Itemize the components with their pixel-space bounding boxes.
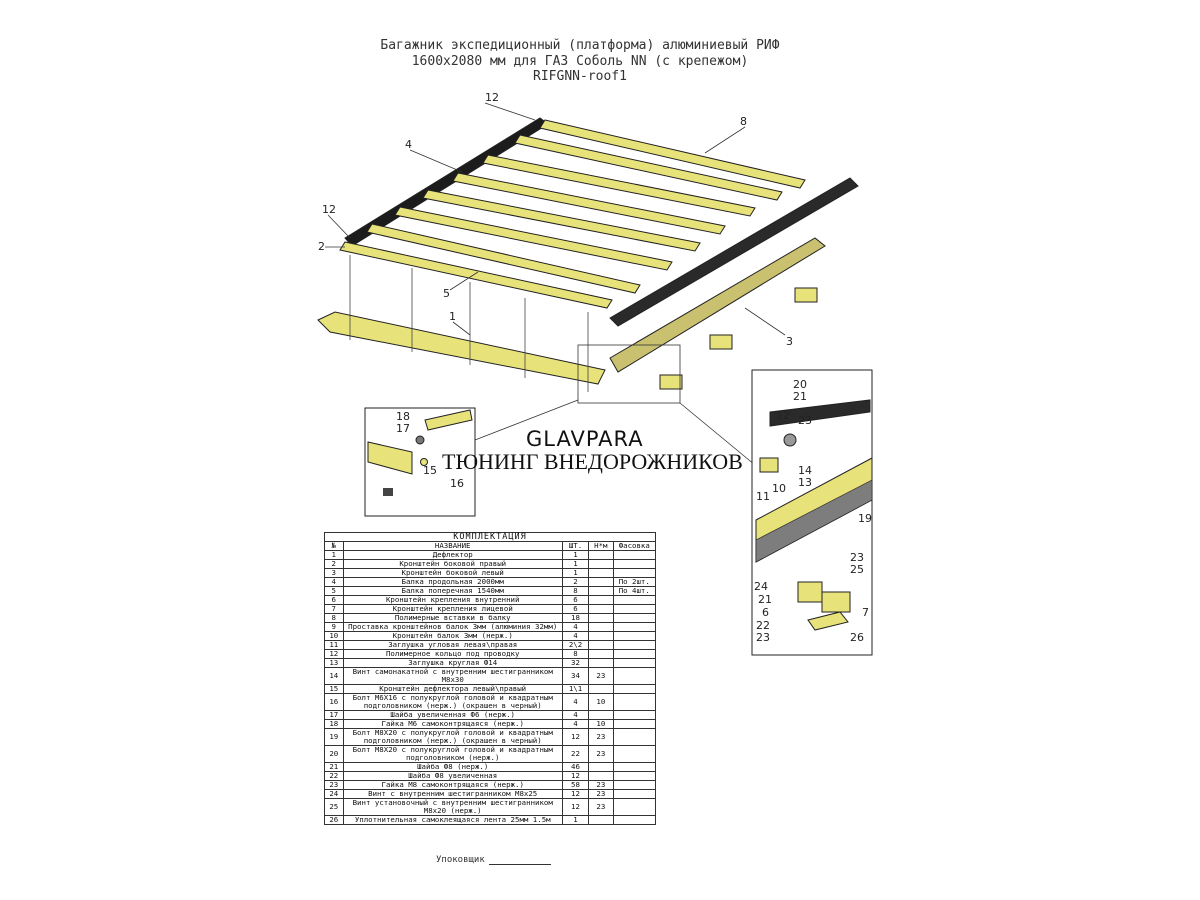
cell-qty: 1 bbox=[562, 551, 588, 560]
cell-qty: 18 bbox=[562, 614, 588, 623]
cell-qty: 4 bbox=[562, 711, 588, 720]
cell-qty: 34 bbox=[562, 668, 588, 685]
callout-12-top: 12 bbox=[485, 91, 499, 104]
cell-torque bbox=[589, 685, 613, 694]
cell-torque bbox=[589, 596, 613, 605]
cell-num: 1 bbox=[325, 551, 344, 560]
cell-name: Кронштейн боковой правый bbox=[343, 560, 562, 569]
cell-qty: 4 bbox=[562, 694, 588, 711]
cell-pack bbox=[613, 746, 655, 763]
cell-num: 15 bbox=[325, 685, 344, 694]
table-caption: КОМПЛЕКТАЦИЯ bbox=[325, 533, 656, 542]
cell-qty: 8 bbox=[562, 650, 588, 659]
cell-num: 9 bbox=[325, 623, 344, 632]
cell-qty: 6 bbox=[562, 605, 588, 614]
cell-name: Шайба Ф8 (нерж.) bbox=[343, 763, 562, 772]
cell-num: 26 bbox=[325, 816, 344, 825]
table-row bbox=[325, 816, 656, 825]
cell-pack: По 4шт. bbox=[613, 587, 655, 596]
cell-num: 12 bbox=[325, 650, 344, 659]
cell-name: Шайба Ф8 увеличенная bbox=[343, 772, 562, 781]
cell-qty: 2\2 bbox=[562, 641, 588, 650]
callout-5: 5 bbox=[443, 287, 450, 300]
cell-num: 3 bbox=[325, 569, 344, 578]
cell-name: Гайка М6 самоконтрящаяся (нерж.) bbox=[343, 720, 562, 729]
cell-name: Кронштейн крепления внутренний bbox=[343, 596, 562, 605]
cell-qty: 32 bbox=[562, 659, 588, 668]
col-qty: ШТ. bbox=[562, 542, 588, 551]
roof-rack-assembly bbox=[318, 118, 858, 392]
cell-pack bbox=[613, 711, 655, 720]
detail-callout-21a: 21 bbox=[793, 390, 807, 403]
cell-pack bbox=[613, 560, 655, 569]
detail-callout-14: 14 bbox=[798, 464, 812, 477]
detail-callout-11: 11 bbox=[756, 490, 770, 503]
cell-torque bbox=[589, 578, 613, 587]
detail-callout-13: 13 bbox=[798, 476, 812, 489]
detail-callout-19: 19 bbox=[858, 512, 872, 525]
cell-pack bbox=[613, 790, 655, 799]
col-name: НАЗВАНИЕ bbox=[343, 542, 562, 551]
cell-pack bbox=[613, 720, 655, 729]
cell-pack bbox=[613, 685, 655, 694]
table-row bbox=[325, 668, 656, 685]
cell-qty: 12 bbox=[562, 790, 588, 799]
cell-torque bbox=[589, 763, 613, 772]
detail-callout-7: 7 bbox=[862, 606, 869, 619]
table-row bbox=[325, 746, 656, 763]
title-line-1: Багажник экспедиционный (платформа) алюминиевый РИФ bbox=[380, 38, 780, 53]
cell-num: 8 bbox=[325, 614, 344, 623]
detail-callout-26: 26 bbox=[850, 631, 864, 644]
cell-num: 20 bbox=[325, 746, 344, 763]
cell-name: Кронштейн боковой левый bbox=[343, 569, 562, 578]
cell-torque: 10 bbox=[589, 694, 613, 711]
callout-2: 2 bbox=[318, 240, 325, 253]
detail-callout-6: 6 bbox=[762, 606, 769, 619]
detail-callout-25: 25 bbox=[850, 563, 864, 576]
detail-callout-21b: 21 bbox=[758, 593, 772, 606]
detail-callout-23b: 23 bbox=[850, 551, 864, 564]
detail-callout-15: 15 bbox=[423, 464, 437, 477]
packer-label: Упоковщик bbox=[436, 855, 485, 865]
cell-name: Кронштейн дефлектора левый\правый bbox=[343, 685, 562, 694]
cell-num: 18 bbox=[325, 720, 344, 729]
cell-num: 17 bbox=[325, 711, 344, 720]
table-row bbox=[325, 694, 656, 711]
cell-pack bbox=[613, 799, 655, 816]
cell-torque: 23 bbox=[589, 746, 613, 763]
cell-torque: 10 bbox=[589, 720, 613, 729]
cell-qty: 1 bbox=[562, 560, 588, 569]
cell-pack bbox=[613, 623, 655, 632]
cell-torque bbox=[589, 632, 613, 641]
cell-qty: 4 bbox=[562, 623, 588, 632]
cell-name: Гайка М8 самоконтрящаяся (нерж.) bbox=[343, 781, 562, 790]
cell-pack bbox=[613, 596, 655, 605]
watermark-brand: GLAVPARA bbox=[526, 427, 644, 451]
cell-name: Балка продольная 2000мм bbox=[343, 578, 562, 587]
cell-pack bbox=[613, 816, 655, 825]
cell-torque bbox=[589, 551, 613, 560]
cell-num: 22 bbox=[325, 772, 344, 781]
table-row bbox=[325, 729, 656, 746]
cell-torque bbox=[589, 623, 613, 632]
cell-name: Болт М8Х20 с полукруглой головой и квадратным подголовником (нерж.) bbox=[343, 746, 562, 763]
callout-12-left: 12 bbox=[322, 203, 336, 216]
cell-num: 11 bbox=[325, 641, 344, 650]
watermark-tagline: ТЮНИНГ ВНЕДОРОЖНИКОВ bbox=[442, 449, 743, 474]
cell-name: Кронштейн балок 3мм (нерж.) bbox=[343, 632, 562, 641]
detail-callout-16: 16 bbox=[450, 477, 464, 490]
cell-num: 25 bbox=[325, 799, 344, 816]
cell-pack bbox=[613, 763, 655, 772]
deflector bbox=[318, 312, 605, 384]
cell-num: 16 bbox=[325, 694, 344, 711]
cell-torque bbox=[589, 560, 613, 569]
cell-pack bbox=[613, 781, 655, 790]
cell-torque bbox=[589, 641, 613, 650]
cell-torque bbox=[589, 587, 613, 596]
cell-qty: 4 bbox=[562, 720, 588, 729]
cell-num: 19 bbox=[325, 729, 344, 746]
detail-callout-22: 22 bbox=[756, 619, 770, 632]
table-body bbox=[325, 551, 656, 825]
callout-8: 8 bbox=[740, 115, 747, 128]
cell-pack bbox=[613, 605, 655, 614]
cell-num: 10 bbox=[325, 632, 344, 641]
cell-torque: 23 bbox=[589, 781, 613, 790]
cell-name: Винт с внутренним шестигранником М8х25 bbox=[343, 790, 562, 799]
cell-qty: 1 bbox=[562, 816, 588, 825]
packer-signature bbox=[436, 855, 551, 865]
cell-torque: 23 bbox=[589, 729, 613, 746]
callout-1: 1 bbox=[449, 310, 456, 323]
title-line-3: RIFGNN-roof1 bbox=[533, 69, 627, 84]
detail-callout-17: 17 bbox=[396, 422, 410, 435]
cell-torque bbox=[589, 569, 613, 578]
detail-callout-12: 12 bbox=[776, 409, 790, 422]
detail-callout-20: 20 bbox=[793, 378, 807, 391]
cell-qty: 22 bbox=[562, 746, 588, 763]
cell-name: Болт М6Х16 с полукруглой головой и квадратным подголовником (нерж.) (окрашен в черный) bbox=[343, 694, 562, 711]
cell-qty: 8 bbox=[562, 587, 588, 596]
cell-qty: 4 bbox=[562, 632, 588, 641]
detail-view-right bbox=[752, 370, 872, 655]
cell-torque: 23 bbox=[589, 799, 613, 816]
cell-qty: 46 bbox=[562, 763, 588, 772]
cell-name: Кронштейн крепления лицевой bbox=[343, 605, 562, 614]
longitudinal-beam-right bbox=[610, 178, 858, 326]
cell-qty: 1\1 bbox=[562, 685, 588, 694]
cell-qty: 58 bbox=[562, 781, 588, 790]
detail-callout-18: 18 bbox=[396, 410, 410, 423]
cell-qty: 12 bbox=[562, 772, 588, 781]
col-num: № bbox=[325, 542, 344, 551]
cell-name: Заглушка круглая Ф14 bbox=[343, 659, 562, 668]
cell-num: 21 bbox=[325, 763, 344, 772]
cell-pack bbox=[613, 659, 655, 668]
cell-name: Винт самонакатной с внутренним шестигранником М8х30 bbox=[343, 668, 562, 685]
cell-qty: 6 bbox=[562, 596, 588, 605]
cell-num: 13 bbox=[325, 659, 344, 668]
cell-pack bbox=[613, 668, 655, 685]
cell-qty: 1 bbox=[562, 569, 588, 578]
cell-num: 4 bbox=[325, 578, 344, 587]
cell-num: 7 bbox=[325, 605, 344, 614]
cell-pack bbox=[613, 650, 655, 659]
table-header-row bbox=[325, 542, 656, 551]
cell-num: 14 bbox=[325, 668, 344, 685]
cell-torque bbox=[589, 659, 613, 668]
cell-pack: По 2шт. bbox=[613, 578, 655, 587]
cell-name: Дефлектор bbox=[343, 551, 562, 560]
cell-qty: 2 bbox=[562, 578, 588, 587]
cell-num: 6 bbox=[325, 596, 344, 605]
table-row bbox=[325, 799, 656, 816]
detail-callout-23c: 23 bbox=[756, 631, 770, 644]
cell-pack bbox=[613, 551, 655, 560]
cell-torque bbox=[589, 816, 613, 825]
callout-3: 3 bbox=[786, 335, 793, 348]
detail-callout-24: 24 bbox=[754, 580, 768, 593]
cell-torque: 23 bbox=[589, 668, 613, 685]
cell-name: Заглушка угловая левая\правая bbox=[343, 641, 562, 650]
cell-num: 23 bbox=[325, 781, 344, 790]
detail-callout-10: 10 bbox=[772, 482, 786, 495]
cell-pack bbox=[613, 614, 655, 623]
cell-name: Полимерное кольцо под проводку bbox=[343, 650, 562, 659]
col-pack: Фасовка bbox=[613, 542, 655, 551]
cell-pack bbox=[613, 694, 655, 711]
callout-4: 4 bbox=[405, 138, 412, 151]
title-line-2: 1600х2080 мм для ГАЗ Соболь NN (с крепежом) bbox=[411, 53, 749, 69]
cell-torque: 23 bbox=[589, 790, 613, 799]
parts-table bbox=[324, 532, 656, 825]
cell-num: 5 bbox=[325, 587, 344, 596]
cell-pack bbox=[613, 641, 655, 650]
cell-name: Болт М8Х20 с полукруглой головой и квадратным подголовником (нерж.) (окрашен в черный) bbox=[343, 729, 562, 746]
col-torque: Н*м bbox=[589, 542, 613, 551]
cell-pack bbox=[613, 772, 655, 781]
cell-qty: 12 bbox=[562, 729, 588, 746]
cell-name: Проставка кронштейнов балок 3мм (алюминия 32мм) bbox=[343, 623, 562, 632]
cell-torque bbox=[589, 605, 613, 614]
detail-callout-23a: 23 bbox=[798, 414, 812, 427]
cell-name: Винт установочный с внутренним шестигранником М8х20 (нерж.) bbox=[343, 799, 562, 816]
cell-num: 24 bbox=[325, 790, 344, 799]
cell-name: Балка поперечная 1540мм bbox=[343, 587, 562, 596]
cell-name: Шайба увеличенная Ф6 (нерж.) bbox=[343, 711, 562, 720]
cell-pack bbox=[613, 729, 655, 746]
cell-torque bbox=[589, 614, 613, 623]
cell-name: Уплотнительная самоклеящаяся лента 25мм 1.5м bbox=[343, 816, 562, 825]
cell-qty: 12 bbox=[562, 799, 588, 816]
cell-num: 2 bbox=[325, 560, 344, 569]
cell-name: Полимерные вставки в балку bbox=[343, 614, 562, 623]
cell-pack bbox=[613, 632, 655, 641]
cell-torque bbox=[589, 650, 613, 659]
